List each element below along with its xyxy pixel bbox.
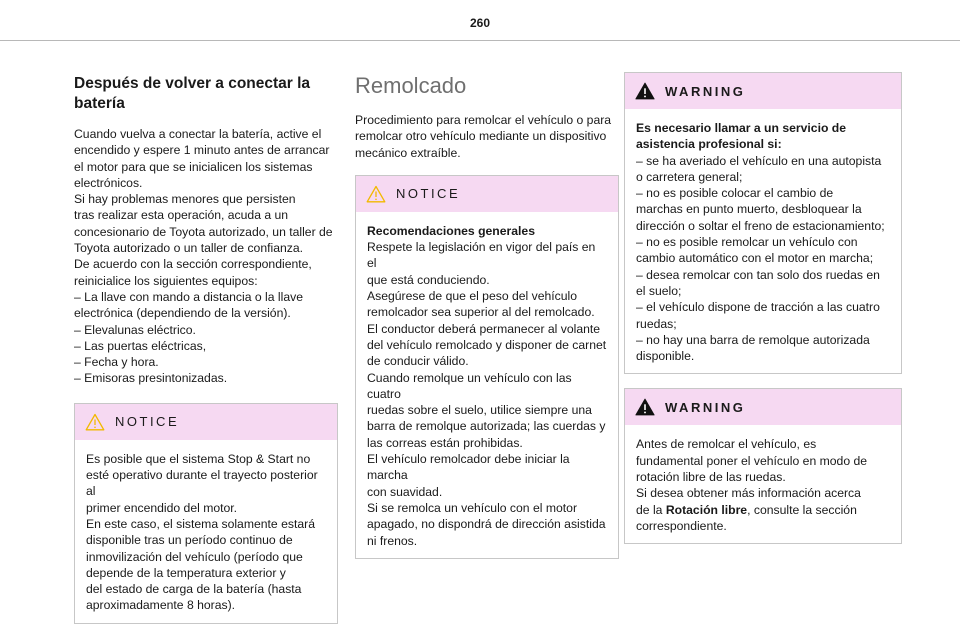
text-line: el suelo; [636, 283, 682, 298]
text-line: Es posible que el sistema Stop & Start no [86, 451, 311, 466]
free-rotation-reference: Rotación libre [665, 502, 748, 517]
notice-body [356, 212, 618, 558]
notice-box [74, 403, 338, 624]
warning-filled-triangle-icon [625, 389, 665, 425]
text-line: encendido y espere 1 minuto antes de arrancar [74, 143, 330, 158]
text-line: Si hay problemas menores que persisten [74, 192, 296, 207]
warning-title: WARNING [665, 83, 746, 99]
text-line: cambio automático con el motor en marcha; [636, 251, 874, 266]
warning-filled-triangle-icon [625, 73, 665, 109]
text-line: esté operativo durante el trayecto posterior al [86, 468, 318, 499]
left-column [74, 72, 338, 624]
text-line: dirección o soltar el freno de estacionamiento; [636, 218, 885, 233]
text-line: Asegúrese de que el peso del vehículo [367, 289, 578, 304]
text-line: primer encendido del motor. [86, 500, 238, 515]
text-line: Cuando remolque un vehículo con las cuatro [367, 370, 572, 401]
warning-body [625, 109, 901, 373]
text-line: de conducir válido. [367, 354, 469, 369]
page-number: 260 [469, 16, 491, 30]
text-line: El vehículo remolcador debe iniciar la marcha [367, 452, 570, 483]
text-line: Si se remolca un vehículo con el motor [367, 500, 577, 515]
section-heading: Después de volver a conectar la batería [74, 75, 311, 112]
text-line: Procedimiento para remolcar el vehículo o para [355, 113, 612, 127]
text-line: o carretera general; [636, 169, 743, 184]
list-item: – Emisoras presintonizadas. [74, 371, 228, 386]
text-line: tras realizar esta operación, acuda a un [74, 208, 289, 223]
text-line: El conductor deberá permanecer al volante [367, 321, 601, 336]
text-line: Antes de remolcar el vehículo, es [636, 437, 817, 452]
text-line: con suavidad. [367, 484, 443, 499]
caution-outline-triangle-icon [356, 176, 396, 212]
list-item: – el vehículo dispone de tracción a las cuatro [636, 300, 880, 315]
header-divider [0, 40, 960, 41]
text-line: rotación libre de las ruedas. [636, 470, 786, 485]
text-line: del estado de carga de la batería (hasta [86, 582, 302, 597]
text-line: correspondiente. [636, 518, 727, 533]
warning-title: WARNING [665, 399, 746, 415]
list-item: – desea remolcar con tan solo dos ruedas en [636, 267, 880, 282]
list-item: – no es posible colocar el cambio de [636, 186, 834, 201]
text-line: ni frenos. [367, 533, 418, 548]
section-title: Remolcado [355, 73, 467, 98]
text-line: Cuando vuelva a conectar la batería, active el [74, 127, 322, 141]
text-line: electrónica (dependiendo de la versión). [74, 306, 291, 321]
notice-body [75, 440, 337, 623]
text-line: concesionario de Toyota autorizado, un taller de [74, 224, 333, 239]
text-line: que está conduciendo. [367, 272, 490, 287]
text-line: depende de la temperatura exterior y [86, 565, 286, 580]
notice-header [356, 176, 618, 212]
right-column [624, 72, 902, 544]
warning-body [625, 425, 901, 543]
text-line: apagado, no dispondrá de dirección asistida [367, 517, 606, 532]
text-line: remolcador sea superior al del remolcado. [367, 305, 595, 320]
text-line: Respete la legislación en vigor del país en el [367, 240, 596, 271]
caution-outline-triangle-icon [75, 404, 115, 440]
text-line: En este caso, el sistema solamente estará [86, 516, 315, 531]
text-line: disponible. [636, 349, 695, 364]
notice-title: NOTICE [396, 186, 461, 202]
text-line: Toyota autorizado o un taller de confianza. [74, 241, 304, 256]
text-line: reinicialice los siguientes equipos: [74, 273, 258, 288]
text-line: las correas están prohibidas. [367, 435, 523, 450]
text-line: electrónicos. [74, 175, 143, 190]
list-item: – Fecha y hora. [74, 355, 159, 370]
text-line: mecánico extraíble. [355, 145, 461, 160]
warning-header [625, 73, 901, 109]
warning-lead: asistencia profesional si: [636, 137, 782, 152]
notice-box [355, 175, 619, 559]
text-line [636, 502, 890, 518]
text-line: inmovilización del vehículo (período que [86, 549, 303, 564]
text-line: disponible tras un período continuo de [86, 533, 293, 548]
text-line: aproximadamente 8 horas). [86, 598, 236, 613]
text-line: ruedas sobre el suelo, utilice siempre una [367, 403, 592, 418]
text-line: del vehículo remolcado y disponer de carnet [367, 337, 607, 352]
list-item: – se ha averiado el vehículo en una autopista [636, 153, 882, 168]
text-prefix: de la [636, 502, 666, 517]
list-item: – La llave con mando a distancia o la llave [74, 289, 303, 304]
text-line: barra de remolque autorizada; las cuerdas y [367, 419, 606, 434]
text-line: el motor para que se inicialicen los sistemas [74, 159, 313, 174]
list-item: – no hay una barra de remolque autorizada [636, 332, 870, 347]
text-line: fundamental poner el vehículo en modo de [636, 453, 868, 468]
notice-subheading: Recomendaciones generales [367, 223, 535, 238]
text-suffix: , consulte la sección [747, 502, 857, 517]
list-item: – Las puertas eléctricas, [74, 338, 207, 353]
text-line: marchas en punto muerto, desbloquear la [636, 202, 862, 217]
text-line: Si desea obtener más información acerca [636, 486, 861, 501]
warning-lead: Es necesario llamar a un servicio de [636, 121, 847, 135]
text-line: remolcar otro vehículo mediante un dispositivo [355, 129, 607, 144]
notice-title: NOTICE [115, 414, 180, 430]
warning-box [624, 388, 902, 544]
notice-header [75, 404, 337, 440]
list-item: – no es posible remolcar un vehículo con [636, 235, 858, 250]
towing-intro [355, 112, 619, 161]
list-item: – Elevalunas eléctrico. [74, 322, 196, 337]
text-line: De acuerdo con la sección correspondiente, [74, 257, 312, 272]
middle-column [355, 72, 619, 559]
warning-box [624, 72, 902, 374]
text-line: ruedas; [636, 316, 677, 331]
warning-header [625, 389, 901, 425]
reconnect-battery-text [74, 126, 338, 387]
